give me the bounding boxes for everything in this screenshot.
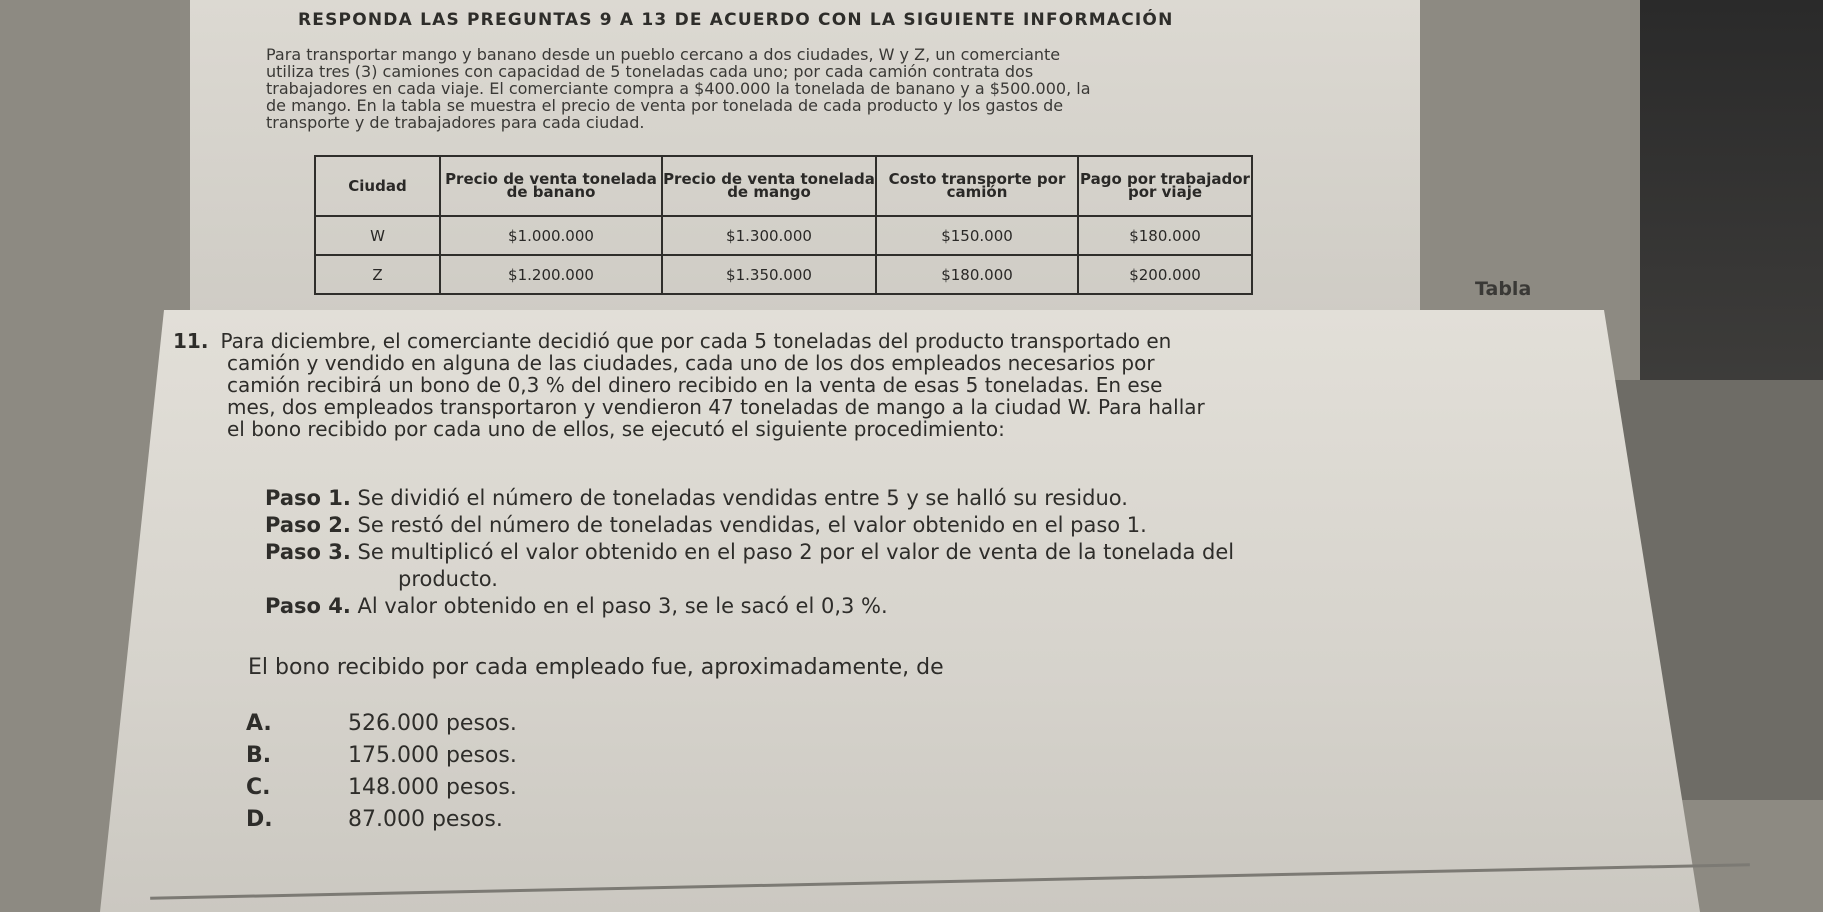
question-number: 11.	[173, 329, 209, 353]
intro-line: trabajadores en cada viaje. El comerciante compra a $400.000 la tonelada de banano y a $500.000, la	[266, 79, 1091, 98]
option-letter: C.	[246, 775, 271, 800]
table-header-row	[315, 156, 1252, 216]
option-b[interactable]	[246, 740, 517, 772]
step-text: Se multiplicó el valor obtenido en el paso 2 por el valor de venta de la tonelada del	[350, 540, 1235, 564]
table-cell: $200.000	[1078, 255, 1252, 294]
procedure-steps	[265, 485, 1234, 620]
question-line	[173, 330, 1503, 352]
step-text: producto.	[398, 567, 498, 591]
option-text: 148.000 pesos.	[348, 775, 517, 800]
intro-line: utiliza tres (3) camiones con capacidad de 5 toneladas cada uno; por cada camión contrata dos	[266, 62, 1034, 81]
question-line: mes, dos empleados transportaron y vendieron 47 toneladas de mango a la ciudad W. Para hallar	[227, 395, 1205, 419]
option-letter: A.	[246, 711, 272, 736]
intro-line: transporte y de trabajadores para cada ciudad.	[266, 113, 645, 132]
question-line: el bono recibido por cada uno de ellos, se ejecutó el siguiente procedimiento:	[227, 417, 1005, 441]
step-text: Se dividió el número de toneladas vendidas entre 5 y se halló su residuo.	[350, 486, 1128, 510]
step-label: Paso 2.	[265, 513, 351, 537]
table-cell: $1.300.000	[662, 216, 876, 255]
option-c[interactable]	[246, 772, 517, 804]
option-a[interactable]	[246, 708, 517, 740]
question-line: camión recibirá un bono de 0,3 % del dinero recibido en la venta de esas 5 toneladas. En ese	[227, 373, 1163, 397]
step-4	[265, 593, 1234, 620]
header-ciudad: Ciudad	[315, 156, 440, 216]
step-2	[265, 512, 1234, 539]
step-label: Paso 3.	[265, 540, 351, 564]
step-label: Paso 4.	[265, 594, 351, 618]
header-banano: Precio de venta tonelada de banano	[440, 156, 662, 216]
option-d[interactable]	[246, 804, 517, 836]
step-label: Paso 1.	[265, 486, 351, 510]
table-row	[315, 255, 1252, 294]
table-cell: $1.200.000	[440, 255, 662, 294]
table-label: Tabla	[1475, 278, 1532, 300]
step-text: Al valor obtenido en el paso 3, se le sacó el 0,3 %.	[350, 594, 888, 618]
section-heading: RESPONDA LAS PREGUNTAS 9 A 13 DE ACUERDO CON LA SIGUIENTE INFORMACIÓN	[298, 10, 1174, 30]
table-cell: $150.000	[876, 216, 1078, 255]
option-text: 175.000 pesos.	[348, 743, 517, 768]
info-sheet	[190, 0, 1532, 315]
step-3	[265, 539, 1234, 566]
header-transporte: Costo transporte por camión	[876, 156, 1078, 216]
question-line: camión y vendido en alguna de las ciudades, cada uno de los dos empleados necesarios por	[227, 351, 1155, 375]
header-mango: Precio de venta tonelada de mango	[662, 156, 876, 216]
intro-line: Para transportar mango y banano desde un pueblo cercano a dos ciudades, W y Z, un comerciante	[266, 45, 1061, 64]
table-cell: Z	[315, 255, 440, 294]
option-text: 526.000 pesos.	[348, 711, 517, 736]
option-letter: D.	[246, 807, 273, 832]
question-line-text: Para diciembre, el comerciante decidió que por cada 5 toneladas del producto transportado en	[220, 329, 1172, 353]
intro-line: de mango. En la tabla se muestra el precio de venta por tonelada de cada producto y los gastos de	[266, 96, 1064, 115]
question-prompt: El bono recibido por cada empleado fue, aproximadamente, de	[248, 655, 944, 680]
option-text: 87.000 pesos.	[348, 807, 503, 832]
answer-options	[246, 708, 517, 836]
step-1	[265, 485, 1234, 512]
step-text: Se restó del número de toneladas vendidas, el valor obtenido en el paso 1.	[350, 513, 1147, 537]
option-letter: B.	[246, 743, 272, 768]
table-cell: $180.000	[1078, 216, 1252, 255]
table-cell: $1.000.000	[440, 216, 662, 255]
table-cell: $1.350.000	[662, 255, 876, 294]
intro-paragraph	[266, 46, 1326, 131]
table-cell: $180.000	[876, 255, 1078, 294]
header-trabajador: Pago por trabajador por viaje	[1078, 156, 1252, 216]
background-dark-area	[1640, 0, 1823, 400]
prices-table	[314, 155, 1253, 295]
step-3-continued	[265, 566, 1234, 593]
table-cell: W	[315, 216, 440, 255]
question-text	[173, 330, 1503, 440]
table-row	[315, 216, 1252, 255]
